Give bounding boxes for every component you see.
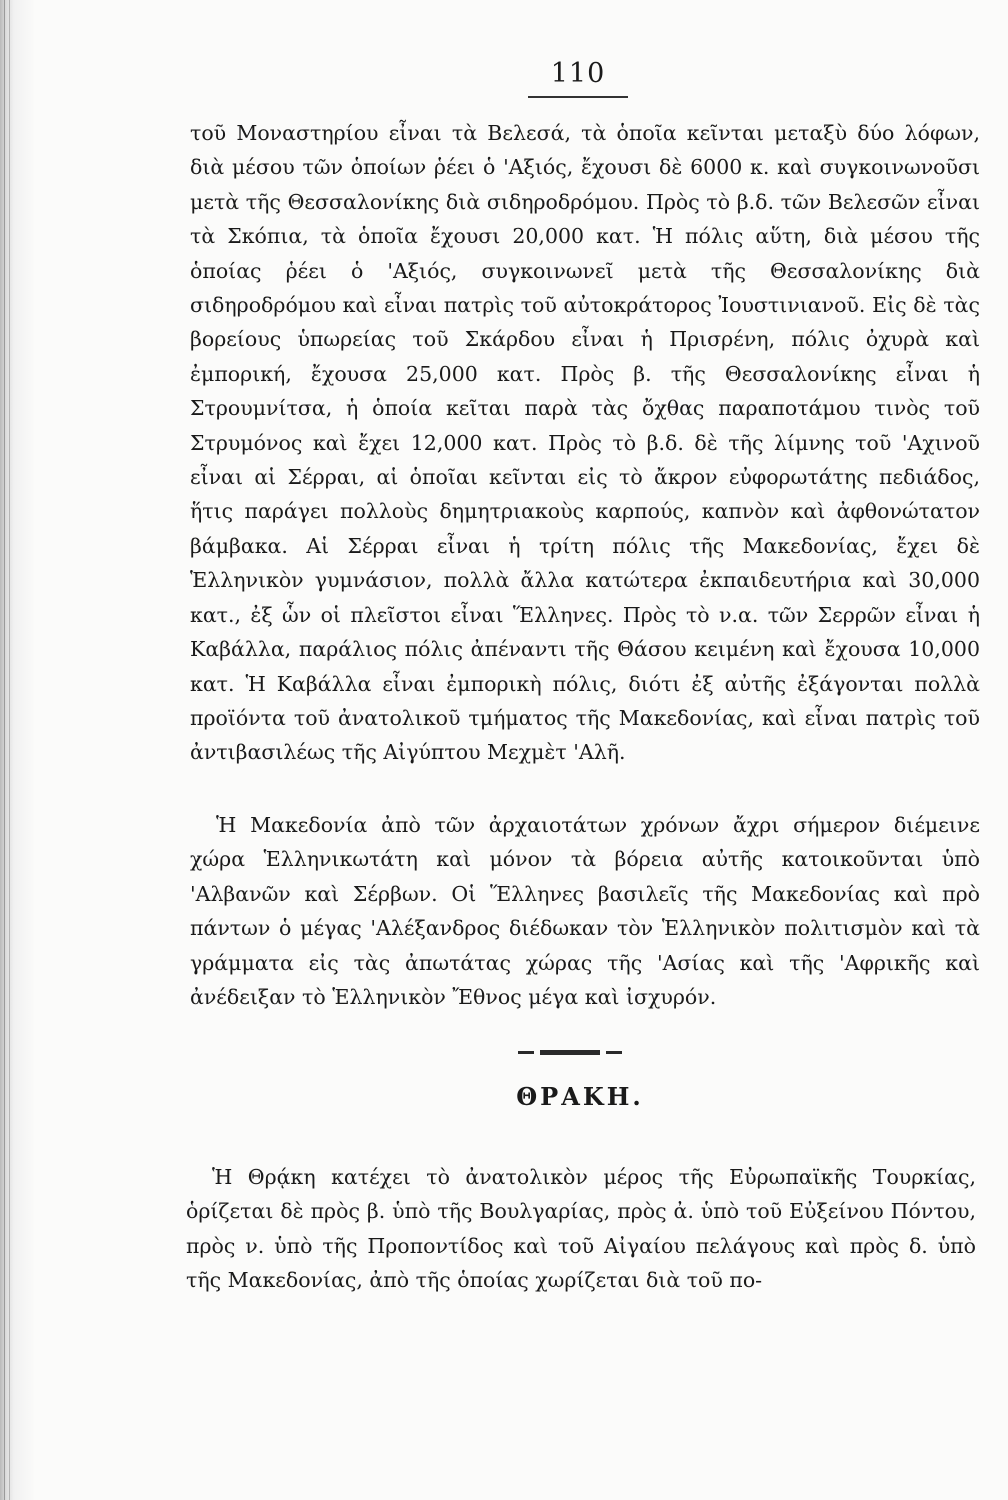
page-binding-edge [0,0,34,1500]
paragraph-text: τοῦ Μοναστηρίου εἶναι τὰ Βελεσά, τὰ ὁποῖα κεῖνται μεταξὺ δύο λόφων, διὰ μέσου τῶν ὁποίων ῥέει ὁ 'Αξιός, ἔχουσι δὲ 6000 κ. καὶ συγκοινωνοῦσι μετὰ τῆς Θεσσαλονίκης διὰ σιδηροδρόμου. Πρὸς τὸ β.δ. τῶν Βελεσῶν εἶναι τὰ Σκόπια, τὰ ὁποῖα ἔχουσι 20,000 κατ. Ἡ πόλις αὕτη, διὰ μέσου τῆς ὁποίας ῥέει ὁ 'Αξιός, συγκοινωνεῖ μετὰ τῆς Θεσσαλονίκης διὰ σιδηροδρόμου καὶ εἶναι πατρὶς τοῦ αὐτοκράτορος Ἰουστινιανοῦ. Εἰς δὲ τὰς βορείους ὑπωρείας τοῦ Σκάρδου εἶναι ἡ Πρισρένη, πόλις ὀχυρὰ καὶ ἐμπορική, ἔχουσα 25,000 κατ. Πρὸς β. τῆς Θεσσαλονίκης εἶναι ἡ Στρουμνίτσα, ἡ ὁποία κεῖται παρὰ τὰς ὄχθας παραποτάμου τινὸς τοῦ Στρυμόνος καὶ ἔχει 12,000 κατ. Πρὸς τὸ β.δ. δὲ τῆς λίμνης τοῦ 'Αχινοῦ εἶναι αἱ Σέρραι, αἱ ὁποῖαι κεῖνται εἰς τὸ ἄκρον εὐφορωτάτης πεδιάδος, ἥτις παράγει πολλοὺς δημητριακοὺς καρπούς, καπνὸν καὶ ἀφθονώτατον βάμβακα. Αἱ Σέρραι εἶναι ἡ τρίτη πόλις τῆς Μακεδονίας, ἔχει δὲ Ἑλληνικὸν γυμνάσιον, πολλὰ ἄλλα κατώτερα ἐκπαιδευτήρια καὶ 30,000 κατ., ἐξ ὧν οἱ πλεῖστοι εἶναι Ἕλληνες. Πρὸς τὸ ν.α. τῶν Σερρῶν εἶναι ἡ Καβάλλα, παράλιος πόλις ἀπέναντι τῆς Θάσου κειμένη καὶ ἔχουσα 10,000 κατ. Ἡ Καβάλλα εἶναι ἐμπορικὴ πόλις, διότι ἐξ αὐτῆς ἐξάγονται πολλὰ προϊόντα τοῦ ἀνατολικοῦ τμήματος τῆς Μακεδονίας, καὶ εἶναι πατρὶς τοῦ ἀντιβασιλέως τῆς Αἰγύπτου Μεχμὲτ 'Αλῆ. [190,121,980,765]
page-edge-line [4,0,5,1500]
page-edge-line [9,0,10,1500]
section-heading: ΘΡΑΚΗ. [516,1082,644,1111]
paragraph-text: Ἡ Θρᾴκη κατέχει τὸ ἀνατολικὸν μέρος τῆς Εὐρωπαϊκῆς Τουρκίας, ὁρίζεται δὲ πρὸς β. ὑπὸ τῆς Βουλγαρίας, πρὸς ἀ. ὑπὸ τοῦ Εὐξείνου Πόντου, πρὸς ν. ὑπὸ τῆς Προποντίδος καὶ τοῦ Αἰγαίου πελάγους καὶ πρὸς δ. ὑπὸ τῆς Μακεδονίας, ἀπὸ τῆς ὁποίας χωρίζεται διὰ τοῦ πο- [186,1165,976,1293]
paragraph-macedonia-cities [190,116,980,770]
section-divider-ornament [540,1050,600,1055]
page-number: 110 [550,58,606,89]
paragraph-macedonia-history [190,808,980,1014]
page-number-rule [528,96,628,98]
paragraph-thrace [186,1160,976,1298]
paragraph-text: Ἡ Μακεδονία ἀπὸ τῶν ἀρχαιοτάτων χρόνων ἄχρι σήμερον διέμεινε χώρα Ἑλληνικωτάτη καὶ μόνον τὰ βόρεια αὐτῆς κατοικοῦνται ὑπὸ 'Αλβανῶν καὶ Σέρβων. Οἱ Ἕλληνες βασιλεῖς τῆς Μακεδονίας καὶ πρὸ πάντων ὁ μέγας 'Αλέξανδρος διέδωκαν τὸν Ἑλληνικὸν πολιτισμὸν καὶ τὰ γράμματα εἰς τὰς ἀπωτάτας χώρας τῆς 'Ασίας καὶ τῆς 'Αφρικῆς καὶ ἀνέδειξαν τὸ Ἑλληνικὸν Ἔθνος μέγα καὶ ἰσχυρόν. [190,813,980,1010]
